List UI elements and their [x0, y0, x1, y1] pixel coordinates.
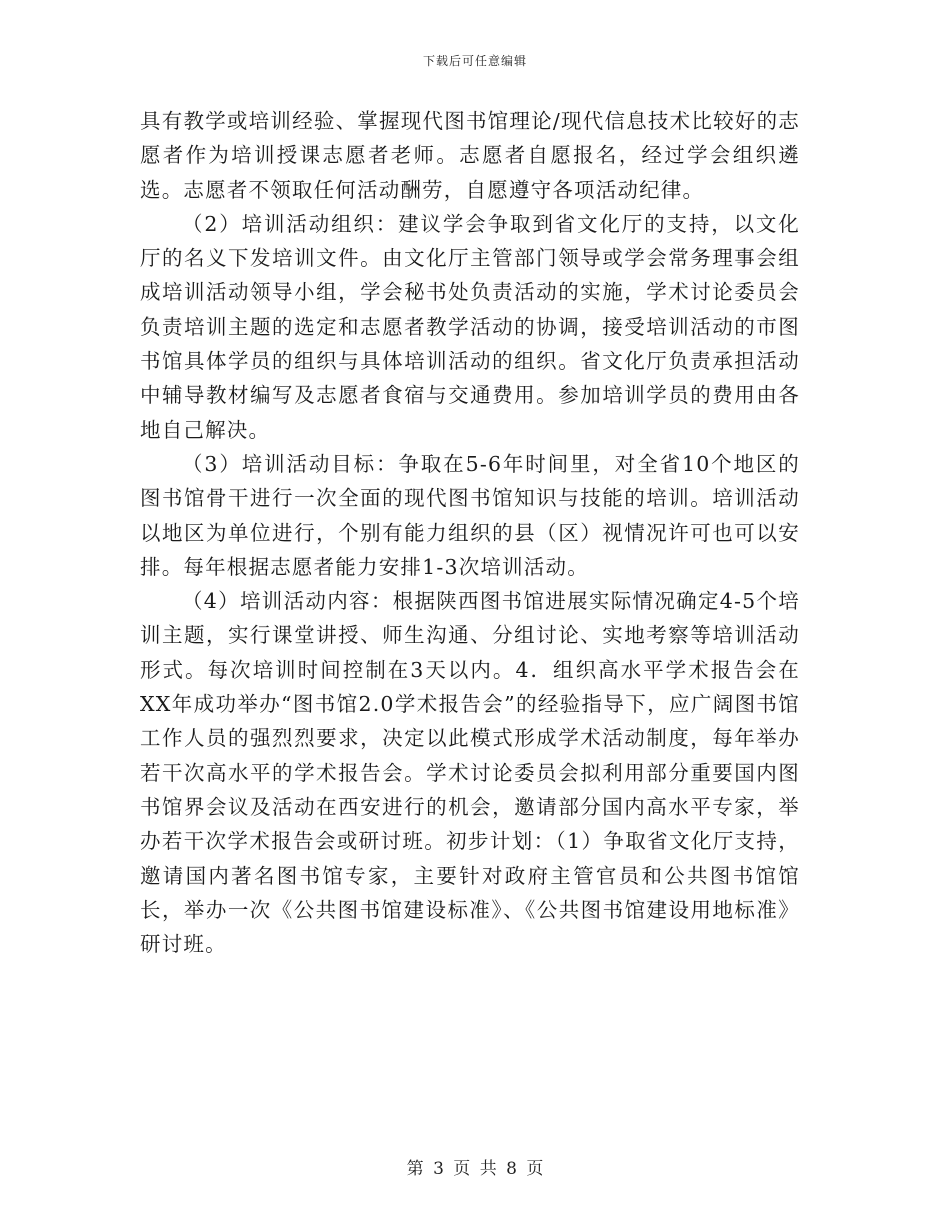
page-number-footer: 第 3 页 共 8 页 — [406, 1159, 544, 1179]
paragraph-volunteer-teachers: 具有教学或培训经验、掌握现代图书馆理论/现代信息技术比较好的志愿者作为培训授课志愿者老师。志愿者自愿报名，经过学会组织遴选。志愿者不领取任何活动酬劳，自愿遵守各项活动纪律。 — [140, 109, 800, 202]
paragraph-training-goals: （3）培训活动目标：争取在5-6年时间里，对全省10个地区的图书馆骨干进行一次全面的现代图书馆知识与技能的培训。培训活动以地区为单位进行，个别有能力组织的县（区）视情况许可也可以安排。每年根据志愿者能力安排1-3次培训活动。 — [140, 451, 800, 579]
page-header-note: 下载后可任意编辑 — [422, 54, 527, 68]
paragraph-training-organization: （2）培训活动组织：建议学会争取到省文化厅的支持，以文化厅的名义下发培训文件。由文化厅主管部门领导或学会常务理事会组成培训活动领导小组，学会秘书处负责活动的实施，学术讨论委员会负责培训主题的选定和志愿者教学活动的协调，接受培训活动的市图书馆具体学员的组织与具体培训活动的组织。省文化厅负责承担活动中辅导教材编写及志愿者食宿与交通费用。参加培训学员的费用由各地自己解决。 — [140, 211, 800, 442]
paragraph-training-content: （4）培训活动内容：根据陕西图书馆进展实际情况确定4-5个培训主题，实行课堂讲授、师生沟通、分组讨论、实地考察等培训活动形式。每次培训时间控制在3天以内。4．组织高水平学术报告会在XX年成功举办“图书馆2.0学术报告会”的经验指导下，应广阔图书馆工作人员的强烈烈要求，决定以此模式形成学术活动制度，每年举办若干次高水平的学术报告会。学术讨论委员会拟利用部分重要国内图书馆界会议及活动在西安进行的机会，邀请部分国内高水平专家，举办若干次学术报告会或研讨班。初步计划：（1）争取省文化厅支持，邀请国内著名图书馆专家，主要针对政府主管官员和公共图书馆馆长，举办一次《公共图书馆建设标准》、《公共图书馆建设用地标准》研讨班。 — [140, 589, 800, 957]
document-body — [140, 104, 800, 961]
